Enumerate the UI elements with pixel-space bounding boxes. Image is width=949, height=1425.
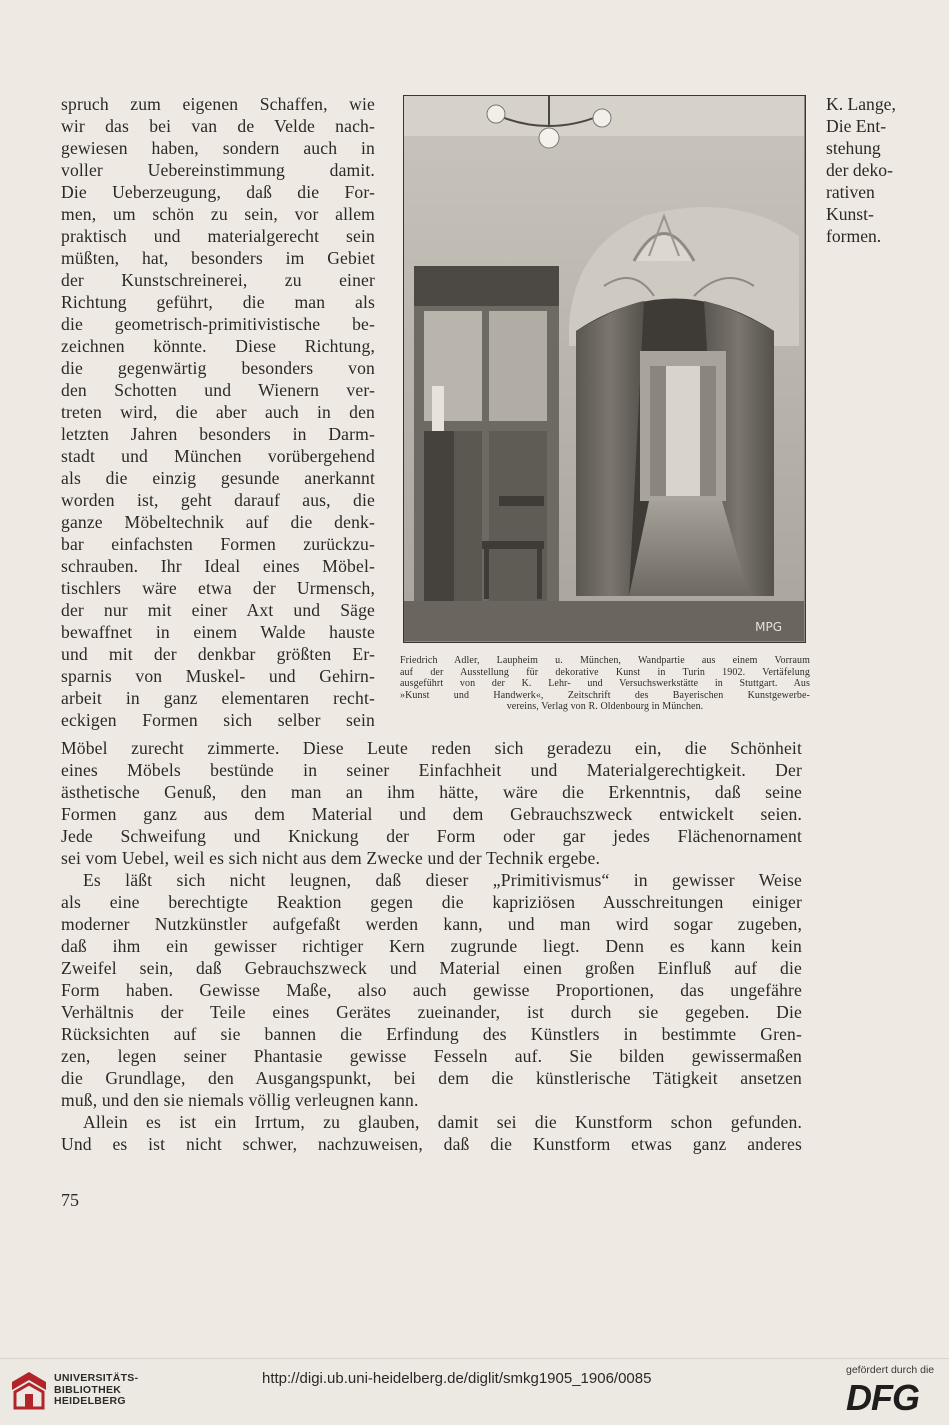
university-library-logo-icon [10, 1370, 48, 1410]
text-line: bewaffnet in einem Walde hauste [61, 622, 375, 642]
text-line: sparnis von Muskel- und Gehirn- [61, 666, 375, 686]
text-line: zen, legen seiner Phantasie gewisse Fesseln auf. Sie bilden gewissermaßen [61, 1046, 802, 1066]
text-line: die Grundlage, den Ausgangspunkt, bei dem die künstlerische Tätigkeit ansetzen [61, 1068, 802, 1088]
text-line: Formen ganz aus dem Material und dem Gebrauchszweck entwickelt seien. [61, 804, 802, 824]
text-line: ästhetische Genuß, den man an ihm hätte, wäre die Erkenntnis, daß seine [61, 782, 802, 802]
text-line: der nur mit einer Axt und Säge [61, 600, 375, 620]
text-line: eckigen Formen sich selber sein [61, 710, 375, 730]
text-line: den Schotten und Wienern ver- [61, 380, 375, 400]
page-number: 75 [61, 1190, 79, 1210]
text-line: spruch zum eigenen Schaffen, wie [61, 94, 375, 114]
text-line: voller Uebereinstimmung damit. [61, 160, 375, 180]
text-line: stadt und München vorübergehend [61, 446, 375, 466]
text-line: Die Ueberzeugung, daß die For- [61, 182, 375, 202]
text-line: Verhältnis der Teile eines Gerätes zueinander, ist durch sie gegeben. Die [61, 1002, 802, 1022]
text-line: Möbel zurecht zimmerte. Diese Leute reden sich geradezu ein, die Schönheit [61, 738, 802, 758]
text-line: schrauben. Ihr Ideal eines Möbel- [61, 556, 375, 576]
text-line: tischlers wäre etwa der Urmensch, [61, 578, 375, 598]
text-line: men, um schön zu sein, vor allem [61, 204, 375, 224]
text-line: die geometrisch-primitivistische be- [61, 314, 375, 334]
photo-monogram: MPG [755, 620, 782, 634]
caption-line: auf der Ausstellung für dekorative Kunst in Turin 1902. Vertäfelung [400, 666, 810, 678]
caption-line: vereins, Verlag von R. Oldenbourg in München. [506, 701, 704, 712]
text-line: die gegenwärtig besonders von [61, 358, 375, 378]
text-line: und mit der denkbar größten Er- [61, 644, 375, 664]
text-line: Zweifel sein, daß Gebrauchszweck und Material einen großen Einfluß auf die [61, 958, 802, 978]
text-line: ganze Möbeltechnik auf die denk- [61, 512, 375, 532]
text-line: treten wird, die aber auch in den [61, 402, 375, 422]
margin-note-line: der deko- [826, 160, 893, 180]
text-line: letzten Jahren besonders in Darm- [61, 424, 375, 444]
text-line: bar einfachsten Formen zurückzu- [61, 534, 375, 554]
interior-photo [404, 96, 804, 641]
text-line: müßten, hat, besonders im Gebiet [61, 248, 375, 268]
caption-line: Friedrich Adler, Laupheim u. München, Wandpartie aus einem Vorraum [400, 655, 810, 666]
margin-note-line: stehung [826, 138, 881, 158]
margin-note-line: rativen [826, 182, 875, 202]
body-text-left-column [61, 93, 375, 753]
text-line: Rücksichten auf sie bannen die Erfindung des Künstlers in bestimmte Gren- [61, 1024, 802, 1044]
text-line: als eine berechtigte Reaktion gegen die kapriziösen Ausschreitungen einiger [61, 892, 802, 912]
library-name-line: HEIDELBERG [54, 1395, 126, 1407]
text-line: zeichnen könnte. Diese Richtung, [61, 336, 375, 356]
text-line: Jede Schweifung und Knickung der Form oder gar jedes Flächenornament [61, 826, 802, 846]
text-line: sei vom Uebel, weil es sich nicht aus dem Zwecke und der Technik ergebe. [61, 848, 601, 868]
text-line: worden ist, geht darauf aus, die [61, 490, 375, 510]
text-line: Form haben. Gewisse Maße, also auch gewisse Proportionen, das ungefähre [61, 980, 802, 1000]
text-line: arbeit in ganz elementaren recht- [61, 688, 375, 708]
margin-note-line: Die Ent- [826, 116, 887, 136]
text-line: Allein es ist ein Irrtum, zu glauben, damit sei die Kunstform schon gefunden. [83, 1112, 802, 1132]
caption-line: »Kunst und Handwerk«, Zeitschrift des Bayerischen Kunstgewerbe- [400, 689, 810, 701]
library-name-line: UNIVERSITÄTS- [54, 1372, 139, 1384]
margin-note [826, 93, 936, 247]
text-line: Es läßt sich nicht leugnen, daß dieser „Primitivismus“ in gewisser Weise [83, 870, 802, 890]
text-line: moderner Nutzkünstler aufgefaßt werden kann, und man wird sogar zugeben, [61, 914, 802, 934]
text-line: Und es ist nicht schwer, nachzuweisen, daß die Kunstform etwas ganz anderes [61, 1134, 802, 1154]
caption-line: ausgeführt von der K. Lehr- und Versuchswerkstätte in Stuttgart. Aus [400, 678, 810, 689]
margin-note-line: K. Lange, [826, 94, 896, 114]
text-line: muß, und den sie niemals völlig verleugnen kann. [61, 1090, 419, 1110]
text-line: wir das bei van de Velde nach- [61, 116, 375, 136]
text-line: Richtung geführt, die man als [61, 292, 375, 312]
text-line: gewiesen haben, sondern auch in [61, 138, 375, 158]
text-line: daß ihm ein gewisser richtiger Kern zugrunde liegt. Denn es kann kein [61, 936, 802, 956]
body-text-full-width [61, 737, 802, 1177]
figure-photograph [403, 95, 806, 643]
funded-by-label: gefördert durch die [846, 1364, 935, 1376]
text-line: eines Möbels bestünde in seiner Einfachheit und Materialgerechtigkeit. Der [61, 760, 802, 780]
text-line: als die einzig gesunde anerkannt [61, 468, 375, 488]
figure-caption [400, 655, 810, 713]
dfg-logo: DFG [846, 1377, 919, 1418]
viewer-footer [0, 1358, 949, 1425]
text-line: der Kunstschreinerei, zu einer [61, 270, 375, 290]
margin-note-line: Kunst- [826, 204, 874, 224]
permalink-url[interactable]: http://digi.ub.uni-heidelberg.de/diglit/smkg1905_1906/0085 [262, 1370, 652, 1387]
library-name [54, 1373, 138, 1408]
text-line: praktisch und materialgerecht sein [61, 226, 375, 246]
margin-note-line: formen. [826, 226, 882, 246]
library-name-line: BIBLIOTHEK [54, 1383, 122, 1396]
